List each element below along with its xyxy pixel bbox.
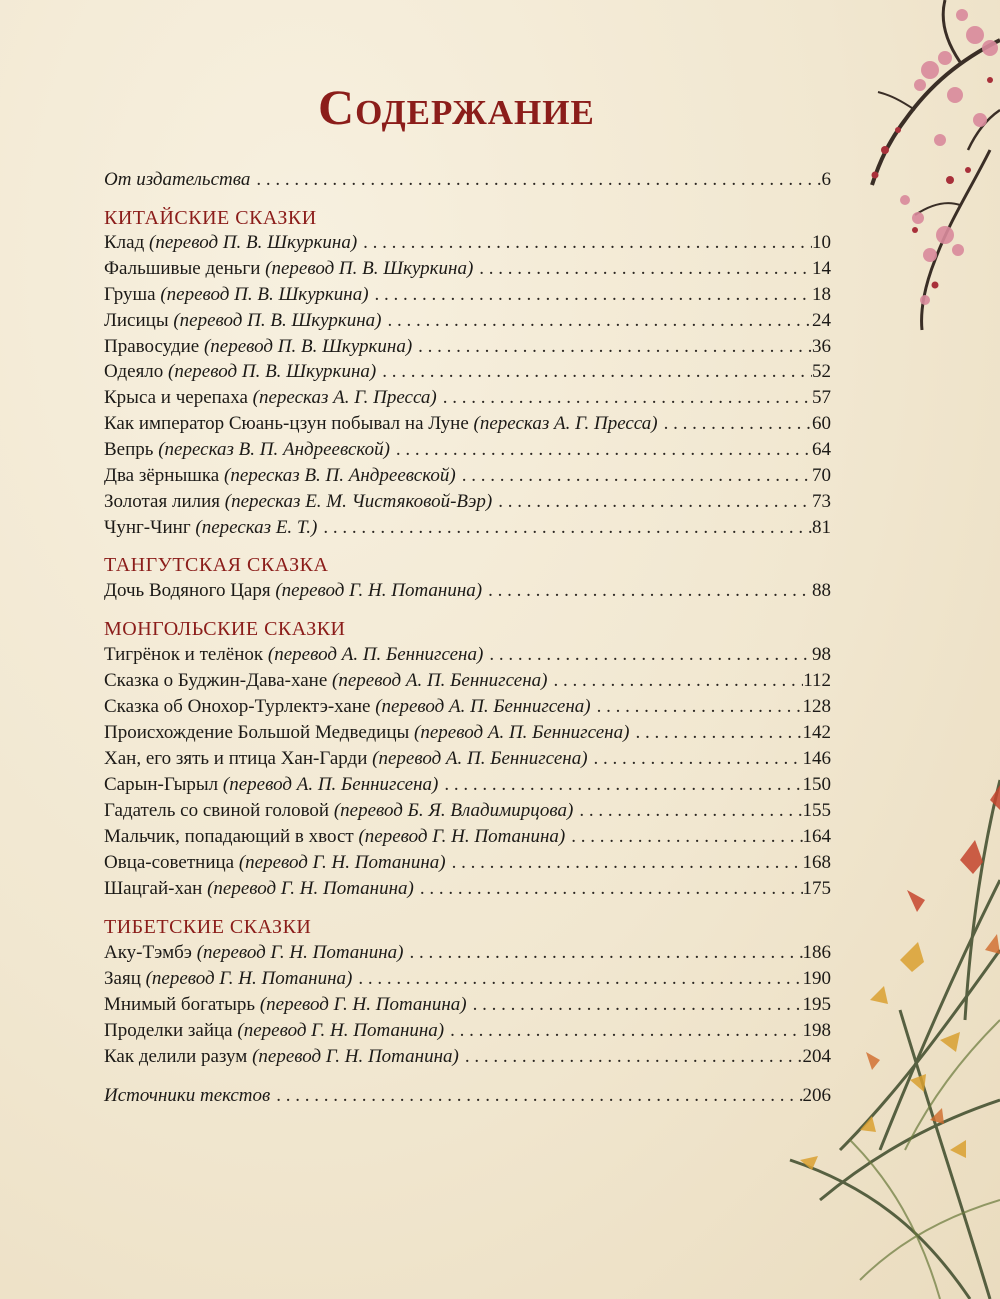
entry-title: Происхождение Большой Медведицы: [104, 722, 410, 743]
entry-title: Правосудие: [104, 336, 200, 357]
toc-entry[interactable]: [104, 798, 831, 824]
dot-leader: [588, 746, 803, 772]
entry-title: Сказка о Буджин-Дава-хане: [104, 670, 328, 691]
toc-sources-label: Источники текстов: [104, 1085, 271, 1106]
entry-translator: (перевод Г. Н. Потанина): [275, 580, 483, 601]
entry-title: Одеяло: [104, 361, 164, 382]
toc-entry[interactable]: [104, 515, 831, 541]
entry-title: Лисицы: [104, 310, 169, 331]
entry-translator: (пересказ А. Г. Пресса): [252, 387, 437, 408]
toc-entry[interactable]: [104, 1018, 831, 1044]
entry-title: Два зёрнышка: [104, 465, 220, 486]
dot-leader: [390, 437, 812, 463]
entry-translator: (перевод Г. Н. Потанина): [252, 1046, 459, 1067]
toc-entry[interactable]: [104, 992, 831, 1018]
section-heading-tibetan: ТИБЕТСКИЕ СКАЗКИ: [104, 916, 312, 938]
entry-page: 190: [802, 968, 831, 989]
entry-translator: (перевод П. В. Шкуркина): [168, 361, 377, 382]
entry-page: 64: [812, 439, 831, 460]
dot-leader: [250, 167, 821, 193]
entry-translator: (перевод П. В. Шкуркина): [160, 284, 369, 305]
toc-entry[interactable]: [104, 966, 831, 992]
entry-translator: (перевод Г. Н. Потанина): [196, 942, 404, 963]
toc-entry[interactable]: [104, 746, 831, 772]
toc-entry[interactable]: [104, 230, 831, 256]
dot-leader: [352, 966, 802, 992]
entry-title: Вепрь: [104, 439, 154, 460]
entry-translator: (перевод Г. Н. Потанина): [145, 968, 353, 989]
toc-entry[interactable]: [104, 256, 831, 282]
dot-leader: [483, 642, 812, 668]
entry-title: Как император Сюань-цзун побывал на Луне: [104, 413, 469, 434]
plum-blossom-branch-icon: [872, 0, 1000, 330]
dot-leader: [270, 1083, 802, 1109]
toc-entry[interactable]: [104, 668, 831, 694]
entry-title: Чунг-Чинг: [104, 517, 191, 538]
toc-entry[interactable]: [104, 463, 831, 489]
entry-title: Мнимый богатырь: [104, 994, 256, 1015]
entry-page: 36: [812, 336, 831, 357]
dot-leader: [565, 824, 802, 850]
entry-page: 14: [812, 258, 831, 279]
toc-entry[interactable]: [104, 282, 831, 308]
dot-leader: [547, 668, 803, 694]
entry-page: 175: [802, 878, 831, 899]
entry-translator: (пересказ А. Г. Пресса): [473, 413, 658, 434]
entry-page: 73: [812, 491, 831, 512]
dot-leader: [437, 385, 812, 411]
entry-translator: (перевод А. П. Беннигсена): [372, 748, 588, 769]
entry-title: Проделки зайца: [104, 1020, 233, 1041]
section-heading-mongolian: МОНГОЛЬСКИЕ СКАЗКИ: [104, 618, 346, 640]
dot-leader: [376, 359, 812, 385]
entry-title: Сарын-Гырыл: [104, 774, 219, 795]
entry-title: Аку-Тэмбэ: [104, 942, 192, 963]
entry-page: 60: [812, 413, 831, 434]
dot-leader: [444, 1018, 802, 1044]
entry-translator: (пересказ В. П. Андреевской): [158, 439, 390, 460]
entry-page: 142: [802, 722, 831, 743]
entry-page: 150: [802, 774, 831, 795]
entry-page: 18: [812, 284, 831, 305]
page-title: Содержание: [318, 79, 595, 135]
entry-translator: (пересказ В. П. Андреевской): [224, 465, 456, 486]
entry-page: 24: [812, 310, 831, 331]
entry-page: 155: [802, 800, 831, 821]
toc-entry[interactable]: [104, 720, 831, 746]
dot-leader: [412, 334, 812, 360]
section-heading-chinese: КИТАЙСКИЕ СКАЗКИ: [104, 207, 317, 229]
toc-entry[interactable]: [104, 876, 831, 902]
dot-leader: [573, 798, 802, 824]
toc-entry[interactable]: [104, 642, 831, 668]
entry-page: 128: [802, 696, 831, 717]
entry-title: Овца-советница: [104, 852, 235, 873]
entry-translator: (перевод Г. Н. Потанина): [358, 826, 566, 847]
toc-sources-row[interactable]: [104, 1083, 831, 1109]
dot-leader: [492, 489, 812, 515]
dot-leader: [382, 308, 813, 334]
toc-entry[interactable]: [104, 359, 831, 385]
entry-page: 146: [802, 748, 831, 769]
entry-translator: (пересказ Е. Т.): [195, 517, 318, 538]
toc-entry[interactable]: [104, 411, 831, 437]
section-heading-tangut: ТАНГУТСКАЯ СКАЗКА: [104, 554, 329, 576]
entry-translator: (перевод П. В. Шкуркина): [149, 232, 358, 253]
toc-entry[interactable]: [104, 334, 831, 360]
toc-entry[interactable]: [104, 940, 831, 966]
entry-page: 98: [812, 644, 831, 665]
entry-title: Гадатель со свиной головой: [104, 800, 330, 821]
entry-title: Дочь Водяного Царя: [104, 580, 271, 601]
entry-translator: (перевод П. В. Шкуркина): [173, 310, 382, 331]
entry-translator: (перевод Г. Н. Потанина): [237, 1020, 445, 1041]
entry-page: 57: [812, 387, 831, 408]
dot-leader: [629, 720, 802, 746]
entry-title: Груша: [104, 284, 156, 305]
entry-translator: (перевод А. П. Беннигсена): [332, 670, 548, 691]
dot-leader: [403, 940, 802, 966]
dot-leader: [658, 411, 812, 437]
entry-translator: (перевод Г. Н. Потанина): [259, 994, 467, 1015]
dot-leader: [467, 992, 803, 1018]
toc-intro-page: 6: [821, 169, 831, 190]
entry-translator: (перевод П. В. Шкуркина): [265, 258, 474, 279]
dot-leader: [438, 772, 802, 798]
entry-translator: (перевод Г. Н. Потанина): [207, 878, 414, 899]
entry-title: Крыса и черепаха: [104, 387, 248, 408]
entry-page: 81: [812, 517, 831, 538]
entry-page: 70: [812, 465, 831, 486]
toc-entry[interactable]: [104, 437, 831, 463]
entry-page: 195: [802, 994, 831, 1015]
entry-page: 88: [812, 580, 831, 601]
entry-page: 204: [802, 1046, 831, 1067]
toc-sources-page: 206: [802, 1085, 831, 1106]
dot-leader: [357, 230, 812, 256]
dot-leader: [369, 282, 812, 308]
entry-translator: (перевод А. П. Беннигсена): [267, 644, 484, 665]
entry-translator: (перевод А. П. Беннигсена): [222, 774, 439, 795]
toc-intro-row[interactable]: [104, 167, 831, 193]
entry-translator: (перевод А. П. Беннигсена): [375, 696, 591, 717]
entry-title: Как делили разум: [104, 1046, 248, 1067]
entry-translator: (перевод Б. Я. Владимирцова): [333, 800, 574, 821]
toc-entry[interactable]: [104, 489, 831, 515]
toc-entry[interactable]: [104, 1044, 831, 1070]
dot-leader: [446, 850, 803, 876]
entry-translator: (перевод А. П. Беннигсена): [414, 722, 630, 743]
toc-entry[interactable]: [104, 385, 831, 411]
entry-title: Шацгай-хан: [104, 878, 203, 899]
toc-entry[interactable]: [104, 772, 831, 798]
entry-title: Сказка об Онохор-Турлектэ-хане: [104, 696, 371, 717]
entry-title: Заяц: [104, 968, 141, 989]
dot-leader: [414, 876, 803, 902]
entry-page: 10: [812, 232, 831, 253]
entry-title: Фальшивые деньги: [104, 258, 261, 279]
dot-leader: [591, 694, 803, 720]
entry-title: Золотая лилия: [104, 491, 220, 512]
entry-page: 112: [803, 670, 831, 691]
dot-leader: [317, 515, 812, 541]
entry-translator: (перевод Г. Н. Потанина): [238, 852, 446, 873]
dot-leader: [482, 578, 812, 604]
dot-leader: [459, 1044, 803, 1070]
toc-entry[interactable]: [104, 694, 831, 720]
entry-page: 186: [802, 942, 831, 963]
toc-entry[interactable]: [104, 824, 831, 850]
toc-entry[interactable]: [104, 578, 831, 604]
entry-page: 164: [802, 826, 831, 847]
entry-title: Тигрёнок и телёнок: [104, 644, 264, 665]
dot-leader: [456, 463, 812, 489]
dot-leader: [473, 256, 812, 282]
entry-page: 198: [802, 1020, 831, 1041]
toc-intro-label: От издательства: [104, 169, 251, 190]
entry-page: 168: [802, 852, 831, 873]
entry-title: Мальчик, попадающий в хвост: [104, 826, 354, 847]
entry-title: Клад: [104, 232, 145, 253]
toc-entry[interactable]: [104, 308, 831, 334]
entry-page: 52: [812, 361, 831, 382]
entry-translator: (пересказ Е. М. Чистяковой-Вэр): [224, 491, 493, 512]
toc-entry[interactable]: [104, 850, 831, 876]
entry-title: Хан, его зять и птица Хан-Гарди: [104, 748, 368, 769]
entry-translator: (перевод П. В. Шкуркина): [203, 336, 413, 357]
